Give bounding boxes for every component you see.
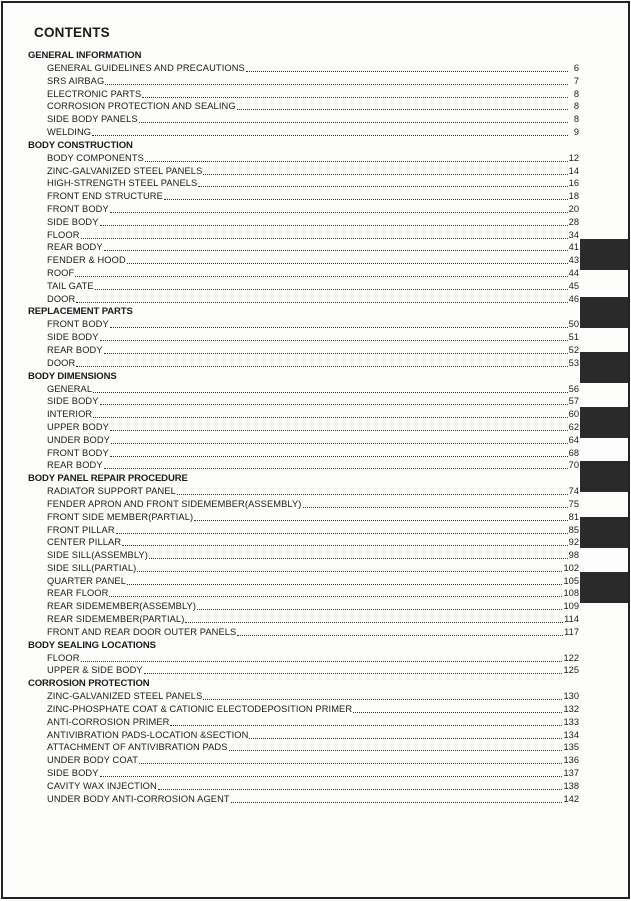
section-heading[interactable]: CORROSION PROTECTION bbox=[28, 678, 150, 690]
contents-page bbox=[1, 1, 630, 899]
section-heading[interactable]: BODY SEALING LOCATIONS bbox=[28, 639, 156, 651]
toc-entry[interactable] bbox=[28, 165, 579, 178]
dot-leader bbox=[127, 575, 563, 585]
entry-page-number: 114 bbox=[564, 614, 579, 625]
entry-label: HIGH-STRENGTH STEEL PANELS bbox=[47, 178, 198, 189]
toc-entry[interactable] bbox=[28, 408, 579, 421]
entry-label: DOOR bbox=[47, 293, 76, 304]
entry-label: CAVITY WAX INJECTION bbox=[47, 780, 157, 791]
entry-label: SIDE BODY bbox=[47, 768, 99, 779]
entry-label: GENERAL GUIDELINES AND PRECAUTIONS bbox=[47, 63, 245, 73]
entry-page-number: 62 bbox=[568, 421, 579, 432]
entry-page-number: 34 bbox=[568, 229, 579, 240]
entry-label: FENDER APRON AND FRONT SIDEMEMBER(ASSEMBLY) bbox=[47, 498, 302, 509]
entry-page-number: 41 bbox=[568, 242, 579, 253]
entry-label: UNDER BODY ANTI-CORROSION AGENT bbox=[47, 793, 230, 804]
dot-leader bbox=[185, 613, 563, 623]
entry-page-number: 132 bbox=[563, 704, 579, 715]
toc-entry[interactable] bbox=[28, 716, 579, 729]
entry-label: TAIL GATE bbox=[47, 280, 94, 291]
toc-entry[interactable] bbox=[28, 100, 579, 113]
entry-label: ZINC-PHOSPHATE COAT & CATIONIC ELECTODEPOSITION PRIMER bbox=[47, 704, 353, 715]
table-of-contents bbox=[28, 49, 579, 805]
entry-label: REAR FLOOR bbox=[47, 588, 109, 599]
entry-label: FRONT SIDE MEMBER(PARTIAL) bbox=[47, 511, 194, 522]
toc-entry[interactable] bbox=[28, 293, 579, 306]
dot-leader bbox=[303, 498, 568, 508]
toc-section bbox=[28, 370, 579, 473]
entry-label: RADIATOR SUPPORT PANEL bbox=[47, 486, 176, 497]
entry-label: DOOR bbox=[47, 357, 76, 368]
entry-label: FRONT BODY bbox=[47, 203, 109, 214]
entry-label: CENTER PILLAR bbox=[47, 537, 122, 548]
entry-label: SIDE BODY bbox=[47, 216, 99, 227]
entry-page-number: 56 bbox=[568, 383, 579, 394]
entry-label: ZINC-GALVANIZED STEEL PANELS bbox=[47, 691, 203, 702]
section-heading[interactable]: BODY PANEL REPAIR PROCEDURE bbox=[28, 473, 188, 485]
toc-section bbox=[28, 49, 579, 139]
toc-section bbox=[28, 639, 579, 678]
toc-section bbox=[28, 677, 579, 805]
toc-entry[interactable] bbox=[28, 434, 579, 447]
toc-entry[interactable] bbox=[28, 318, 579, 331]
entry-label: REAR BODY bbox=[47, 460, 103, 471]
entry-label: SRS AIRBAG bbox=[47, 75, 105, 86]
entry-label: GENERAL bbox=[47, 383, 93, 394]
toc-entry[interactable] bbox=[28, 524, 579, 537]
entry-page-number: 6 bbox=[573, 63, 579, 73]
section-tab[interactable] bbox=[580, 239, 630, 270]
toc-entry[interactable] bbox=[28, 767, 579, 780]
section-tab[interactable] bbox=[580, 352, 630, 383]
entry-page-number: 137 bbox=[563, 768, 579, 779]
entry-page-number: 7 bbox=[573, 75, 579, 86]
entry-label: INTERIOR bbox=[47, 409, 93, 420]
section-heading[interactable]: BODY CONSTRUCTION bbox=[28, 139, 133, 151]
toc-entry[interactable] bbox=[28, 754, 579, 767]
entry-page-number: 52 bbox=[568, 344, 579, 355]
dot-leader bbox=[144, 664, 563, 674]
dot-leader bbox=[137, 562, 562, 572]
dot-leader bbox=[110, 203, 568, 213]
toc-entry[interactable] bbox=[28, 126, 579, 139]
entry-page-number: 70 bbox=[568, 460, 579, 471]
dot-leader bbox=[170, 716, 562, 726]
entry-page-number: 133 bbox=[563, 716, 579, 727]
entry-label: UPPER BODY bbox=[47, 421, 109, 432]
entry-label: REAR BODY bbox=[47, 242, 103, 253]
dot-leader bbox=[197, 600, 562, 610]
entry-label: SIDE BODY bbox=[47, 332, 99, 343]
toc-entry[interactable] bbox=[28, 113, 579, 126]
entry-page-number: 50 bbox=[568, 319, 579, 330]
dot-leader bbox=[139, 754, 562, 764]
entry-page-number: 12 bbox=[568, 152, 579, 163]
entry-page-number: 16 bbox=[568, 178, 579, 189]
dot-leader bbox=[149, 549, 568, 559]
section-tab[interactable] bbox=[580, 461, 630, 492]
entry-page-number: 136 bbox=[563, 755, 579, 766]
entry-label: BODY COMPONENTS bbox=[47, 152, 144, 163]
entry-page-number: 105 bbox=[563, 575, 579, 586]
entry-label: FLOOR bbox=[47, 229, 80, 240]
dot-leader bbox=[249, 729, 562, 739]
toc-entry[interactable] bbox=[28, 75, 579, 88]
entry-page-number: 102 bbox=[563, 562, 579, 573]
entry-page-number: 8 bbox=[573, 101, 579, 112]
entry-page-number: 60 bbox=[568, 409, 579, 420]
entry-page-number: 142 bbox=[563, 793, 579, 804]
toc-entry[interactable] bbox=[28, 88, 579, 101]
toc-entry[interactable] bbox=[28, 383, 579, 396]
dot-leader bbox=[104, 344, 568, 354]
entry-label: FRONT END STRUCTURE bbox=[47, 191, 163, 202]
dot-leader bbox=[76, 293, 567, 303]
toc-entry[interactable] bbox=[28, 395, 579, 408]
entry-label: REAR SIDEMEMBER(PARTIAL) bbox=[47, 614, 185, 625]
toc-section bbox=[28, 139, 579, 306]
dot-leader bbox=[104, 459, 568, 469]
dot-leader bbox=[110, 421, 568, 431]
entry-page-number: 122 bbox=[563, 652, 579, 663]
dot-leader bbox=[105, 75, 568, 85]
entry-label: FRONT PILLAR bbox=[47, 524, 115, 535]
entry-page-number: 18 bbox=[568, 191, 579, 202]
dot-leader bbox=[353, 703, 562, 713]
toc-entry[interactable] bbox=[28, 357, 579, 370]
entry-label: FRONT BODY bbox=[47, 319, 109, 330]
toc-entry[interactable] bbox=[28, 229, 579, 242]
dot-leader bbox=[158, 780, 563, 790]
entry-page-number: 85 bbox=[568, 524, 579, 535]
entry-label: ROOF bbox=[47, 267, 75, 278]
toc-entry[interactable] bbox=[28, 62, 579, 75]
entry-label: UPPER & SIDE BODY bbox=[47, 665, 143, 676]
dot-leader bbox=[122, 536, 568, 546]
dot-leader bbox=[75, 267, 567, 277]
toc-entry[interactable] bbox=[28, 152, 579, 165]
entry-label: UNDER BODY bbox=[47, 434, 110, 445]
entry-page-number: 125 bbox=[563, 665, 579, 676]
dot-leader bbox=[229, 741, 563, 751]
entry-label: FLOOR bbox=[47, 652, 80, 663]
section-tab[interactable] bbox=[580, 517, 630, 548]
toc-entry[interactable] bbox=[28, 203, 579, 216]
dot-leader bbox=[231, 793, 563, 803]
dot-leader bbox=[81, 229, 568, 239]
toc-entry[interactable] bbox=[28, 344, 579, 357]
entry-label: ELECTRONIC PARTS bbox=[47, 88, 142, 99]
toc-entry[interactable] bbox=[28, 741, 579, 754]
entry-page-number: 134 bbox=[563, 729, 579, 740]
toc-section bbox=[28, 472, 579, 639]
toc-entry[interactable] bbox=[28, 485, 579, 498]
entry-label: CORROSION PROTECTION AND SEALING bbox=[47, 101, 236, 112]
toc-entry[interactable] bbox=[28, 331, 579, 344]
toc-entry[interactable] bbox=[28, 780, 579, 793]
toc-entry[interactable] bbox=[28, 729, 579, 742]
toc-entry[interactable] bbox=[28, 664, 579, 677]
entry-page-number: 68 bbox=[568, 447, 579, 458]
toc-entry[interactable] bbox=[28, 587, 579, 600]
entry-page-number: 57 bbox=[568, 396, 579, 407]
entry-page-number: 43 bbox=[568, 255, 579, 266]
entry-label: FRONT AND REAR DOOR OUTER PANELS bbox=[47, 626, 237, 637]
toc-entry[interactable] bbox=[28, 459, 579, 472]
toc-entry[interactable] bbox=[28, 613, 579, 626]
section-heading[interactable]: GENERAL INFORMATION bbox=[28, 50, 142, 61]
entry-page-number: 8 bbox=[573, 114, 579, 125]
dot-leader bbox=[116, 524, 568, 534]
entry-page-number: 14 bbox=[568, 165, 579, 176]
toc-section bbox=[28, 305, 579, 369]
toc-entry[interactable] bbox=[28, 562, 579, 575]
entry-page-number: 46 bbox=[568, 293, 579, 304]
entry-page-number: 51 bbox=[568, 332, 579, 343]
entry-page-number: 138 bbox=[563, 780, 579, 791]
dot-leader bbox=[81, 652, 563, 662]
entry-page-number: 9 bbox=[573, 126, 579, 137]
entry-label: ANTIVIBRATION PADS-LOCATION &SECTION bbox=[47, 729, 249, 740]
section-tab[interactable] bbox=[580, 407, 630, 438]
dot-leader bbox=[104, 241, 568, 251]
dot-leader bbox=[177, 485, 568, 495]
dot-leader bbox=[237, 100, 568, 110]
dot-leader bbox=[93, 383, 568, 393]
entry-label: REAR SIDEMEMBER(ASSEMBLY) bbox=[47, 601, 197, 612]
entry-page-number: 53 bbox=[568, 357, 579, 368]
section-heading[interactable]: REPLACEMENT PARTS bbox=[28, 306, 133, 318]
toc-entry[interactable] bbox=[28, 549, 579, 562]
entry-page-number: 45 bbox=[568, 280, 579, 291]
dot-leader bbox=[92, 126, 568, 136]
entry-page-number: 135 bbox=[563, 742, 579, 753]
dot-leader bbox=[198, 177, 567, 187]
entry-label: FENDER & HOOD bbox=[47, 255, 126, 266]
entry-label: WELDING bbox=[47, 126, 92, 137]
entry-page-number: 8 bbox=[573, 88, 579, 99]
entry-page-number: 109 bbox=[563, 601, 579, 612]
toc-entry[interactable] bbox=[28, 190, 579, 203]
entry-label: SIDE SILL(ASSEMBLY) bbox=[47, 550, 148, 561]
entry-page-number: 117 bbox=[564, 626, 579, 637]
entry-page-number: 92 bbox=[568, 537, 579, 548]
section-index-tabs bbox=[580, 3, 630, 897]
entry-label: QUARTER PANEL bbox=[47, 575, 126, 586]
entry-page-number: 81 bbox=[568, 511, 579, 522]
entry-label: SIDE BODY bbox=[47, 396, 99, 407]
entry-page-number: 64 bbox=[568, 434, 579, 445]
toc-entry[interactable] bbox=[28, 793, 579, 806]
toc-entry[interactable] bbox=[28, 652, 579, 665]
entry-page-number: 108 bbox=[563, 588, 579, 599]
toc-entry[interactable] bbox=[28, 177, 579, 190]
entry-label: FRONT BODY bbox=[47, 447, 109, 458]
entry-label: SIDE SILL(PARTIAL) bbox=[47, 562, 137, 573]
toc-entry[interactable] bbox=[28, 575, 579, 588]
toc-entry[interactable] bbox=[28, 241, 579, 254]
dot-leader bbox=[237, 626, 563, 636]
dot-leader bbox=[100, 331, 568, 341]
dot-leader bbox=[127, 254, 568, 264]
dot-leader bbox=[100, 767, 563, 777]
dot-leader bbox=[203, 690, 562, 700]
toc-entry[interactable] bbox=[28, 498, 579, 511]
entry-page-number: 75 bbox=[568, 498, 579, 509]
entry-label: ZINC-GALVANIZED STEEL PANELS bbox=[47, 165, 203, 176]
toc-entry[interactable] bbox=[28, 421, 579, 434]
toc-entry[interactable] bbox=[28, 254, 579, 267]
toc-entry[interactable] bbox=[28, 447, 579, 460]
toc-entry[interactable] bbox=[28, 267, 579, 280]
section-tab[interactable] bbox=[580, 572, 630, 603]
section-tab[interactable] bbox=[580, 297, 630, 328]
entry-label: SIDE BODY PANELS bbox=[47, 114, 138, 125]
dot-leader bbox=[246, 62, 568, 72]
toc-entry[interactable] bbox=[28, 511, 579, 524]
entry-page-number: 28 bbox=[568, 216, 579, 227]
entry-label: UNDER BODY COAT bbox=[47, 755, 139, 766]
dot-leader bbox=[139, 113, 568, 123]
entry-label: ANTI-CORROSION PRIMER bbox=[47, 716, 170, 727]
toc-entry[interactable] bbox=[28, 280, 579, 293]
dot-leader bbox=[110, 318, 568, 328]
dot-leader bbox=[110, 447, 568, 457]
toc-entry[interactable] bbox=[28, 536, 579, 549]
dot-leader bbox=[145, 152, 568, 162]
page-title: CONTENTS bbox=[34, 25, 110, 40]
dot-leader bbox=[111, 434, 568, 444]
dot-leader bbox=[194, 511, 567, 521]
dot-leader bbox=[100, 216, 568, 226]
toc-entry[interactable] bbox=[28, 216, 579, 229]
entry-page-number: 44 bbox=[568, 267, 579, 278]
dot-leader bbox=[142, 88, 568, 98]
toc-entry[interactable] bbox=[28, 626, 579, 639]
toc-entry[interactable] bbox=[28, 690, 579, 703]
dot-leader bbox=[203, 165, 567, 175]
toc-entry[interactable] bbox=[28, 703, 579, 716]
dot-leader bbox=[95, 280, 568, 290]
section-heading[interactable]: BODY DIMENSIONS bbox=[28, 370, 117, 382]
entry-page-number: 74 bbox=[568, 486, 579, 497]
entry-label: ATTACHMENT OF ANTIVIBRATION PADS bbox=[47, 742, 228, 753]
toc-entry[interactable] bbox=[28, 600, 579, 613]
dot-leader bbox=[93, 408, 567, 418]
entry-page-number: 130 bbox=[563, 691, 579, 702]
dot-leader bbox=[109, 587, 562, 597]
entry-page-number: 98 bbox=[568, 550, 579, 561]
dot-leader bbox=[164, 190, 568, 200]
entry-label: REAR BODY bbox=[47, 344, 103, 355]
entry-page-number: 20 bbox=[568, 203, 579, 214]
dot-leader bbox=[100, 395, 568, 405]
dot-leader bbox=[76, 357, 567, 367]
